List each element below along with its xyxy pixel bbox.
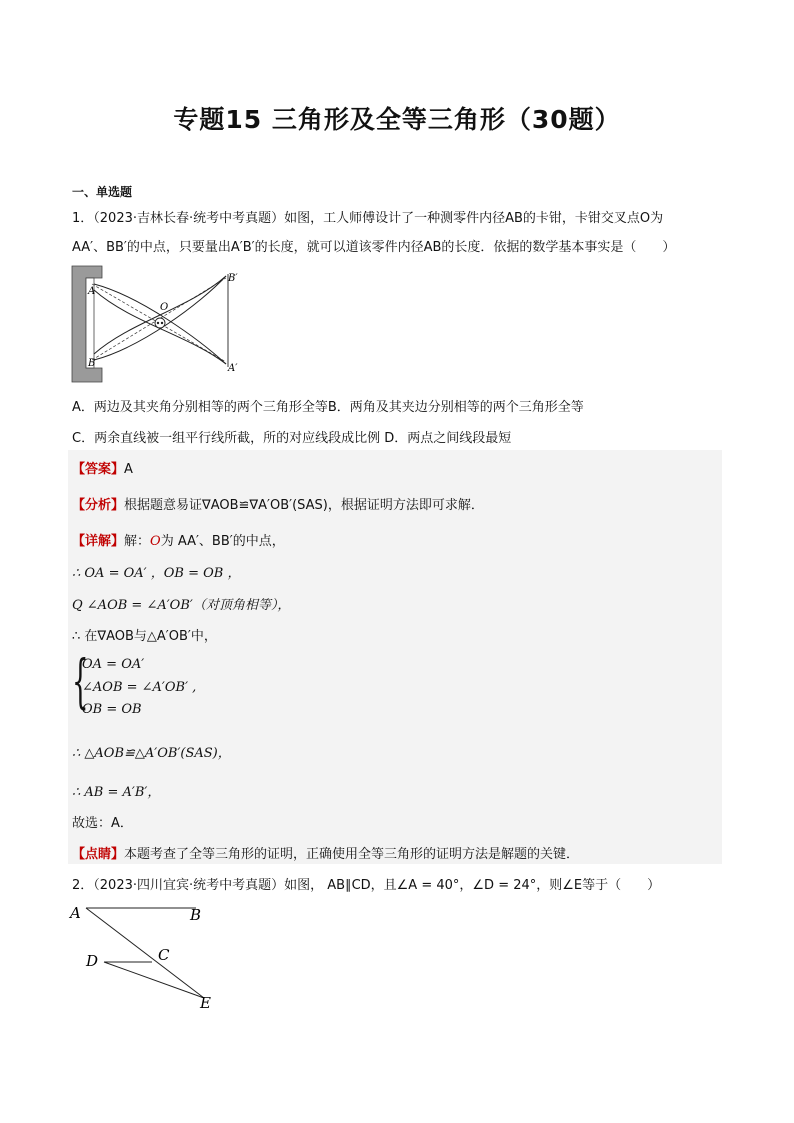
- q2-label-e: E: [200, 994, 211, 1012]
- q1-caliper-figure: [70, 262, 250, 386]
- q1-label-o: O: [160, 302, 169, 313]
- q1-label-b: B: [88, 358, 96, 369]
- comment-tag: 【点睛】: [72, 847, 125, 862]
- q1-pivot: [155, 318, 165, 328]
- q1-comment-row: [72, 843, 579, 862]
- q1-step6: 故选：A．: [72, 816, 133, 831]
- q1-stem-line2: AA′、BB′的中点，只要量出A′B′的长度，就可以道该零件内径AB的长度．依据的数学基本事实是（ ）: [72, 240, 676, 255]
- analysis-text: 根据题意易证∇AOB≌∇A′OB′(SAS)，根据证明方法即可求解．: [124, 498, 484, 513]
- detail-point-o: O: [150, 534, 161, 549]
- q1-step1: ∴ OA = OA′ ，OB = OB ，: [72, 566, 241, 581]
- q1-step3: ∴ 在∇AOB与△A′OB′中，: [72, 629, 217, 644]
- q2-label-d: D: [86, 952, 99, 970]
- q1-system-line2: ∠AOB = ∠A′OB′ ,: [82, 680, 197, 695]
- q1-stem-line1: 1．（2023·吉林长春·统考中考真题）如图，工人师傅设计了一种测零件内径AB的卡钳，卡钳交叉点O为: [72, 211, 664, 226]
- q1-system-line3: OB = OB: [82, 702, 142, 717]
- q2-stem: 2．（2023·四川宜宾·统考中考真题）如图， AB∥CD，且∠A = 40°，∠D = 24°，则∠E等于（ ）: [72, 878, 661, 893]
- q1-options-cd: C．两余直线被一组平行线所截，所的对应线段成比例 D．两点之间线段最短: [72, 431, 512, 446]
- q1-analysis-row: [72, 494, 484, 513]
- comment-text: 本题考查了全等三角形的证明，正确使用全等三角形的证明方法是解题的关键．: [124, 847, 580, 862]
- section-heading: 一、单选题: [72, 185, 133, 199]
- detail-tag: 【详解】: [72, 534, 125, 549]
- q2-label-a: A: [70, 904, 81, 922]
- detail-prefix: 解：: [124, 534, 151, 549]
- q2-label-c: C: [158, 946, 170, 964]
- q1-label-a-prime: A′: [228, 363, 238, 374]
- q2-geometry-figure: [66, 898, 226, 1018]
- q1-step4: ∴ △AOB≌△A′OB′(SAS)，: [72, 746, 231, 761]
- system-brace: {: [72, 647, 89, 715]
- q2-label-b: B: [190, 906, 202, 924]
- q1-answer-row: [72, 458, 133, 477]
- q1-detail-row: [72, 530, 285, 549]
- q1-options-ab: A．两边及其夹角分别相等的两个三角形全等B．两角及其夹边分别相等的两个三角形全等: [72, 400, 584, 415]
- answer-value: A: [124, 462, 133, 477]
- answer-tag: 【答案】: [72, 462, 125, 477]
- q1-step5: ∴ AB = A′B′，: [72, 785, 161, 800]
- q1-label-b-prime: B′: [228, 273, 238, 284]
- detail-line1: 为 AA′、BB′的中点，: [160, 534, 285, 549]
- analysis-tag: 【分析】: [72, 498, 125, 513]
- q1-step2: Q ∠AOB = ∠A′OB′（对顶角相等），: [72, 598, 291, 613]
- page-title: 专题15 三角形及全等三角形（30题）: [173, 105, 621, 134]
- q1-system-line1: OA = OA′: [82, 657, 145, 672]
- q1-label-a: A: [88, 286, 96, 297]
